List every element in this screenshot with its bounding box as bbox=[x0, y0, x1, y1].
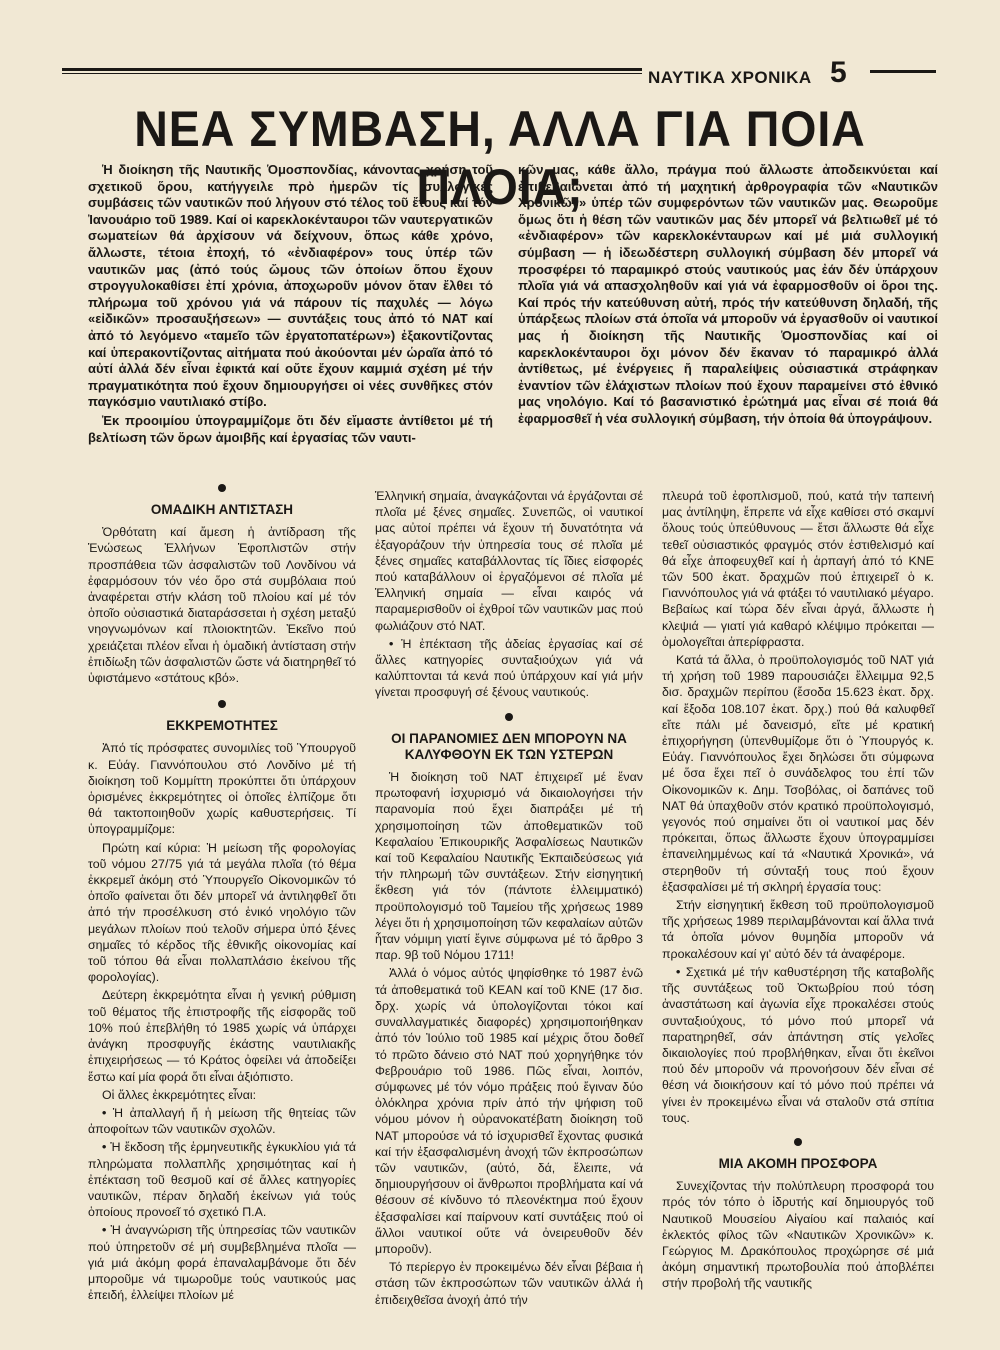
intro-column-right bbox=[518, 162, 938, 430]
paragraph: Δεύτερη ἐκκρεμότητα εἶναι ἡ γενική ρύθμιση τοῦ θέματος τῆς ἐπιστροφῆς τῆς εἰσφορᾶς τοῦ 10% πού ἐπεβλήθη τό 1985 χωρίς νά ὑπάρχει ἀνάγκη προσφυγῆς ἑκάστης ναυτιλιακῆς ἐπιχειρήσεως — τό Κράτος ὀφείλει νά ἀποδείξει ἔστω καί μία φορά ὅτι εἶναι ἀξιόπιστο. bbox=[88, 988, 356, 1084]
section-bullet bbox=[505, 713, 513, 721]
paragraph: Ἀλλά ὁ νόμος αὐτός ψηφίσθηκε τό 1987 ἐνῶ τά ἀποθεματικά τοῦ ΚΕΑΝ καί τοῦ ΚΝΕ (17 δισ. δρχ. χωρίς νά ὑπολογίζονται τόκοι καί συναλλαγματικές διαφορές) χρησιμοποιήθηκαν ἀπό τόν Ἰούλιο τοῦ 1985 καί μέχρις ὅτου δοθεῖ τό πρῶτο δάνειο στό ΝΑΤ πού χορηγήθηκε τόν Φεβρουάριο τοῦ 1986. Πῶς εἶναι, λοιπόν, σύμφωνες μέ τόν νόμο πράξεις πού ἔγιναν δύο ὁλόκληρα χρόνια πρίν ἀπό τήν ψήφιση τοῦ νόμου μόνον ἡ οὐρανοκατέβατη διοίκηση τοῦ ΝΑΤ μπορούσε νά τό ἰσχυρισθεῖ ἔχοντας φυσικά καί τήν ἐξασφαλισμένη ἀνοχή τῶν ἐκπροσώπων τῶν ναυτικῶν, (αὐτό, δά, ἔλειπε, νά δημιουργήσουν οἱ ἄνθρωποι προβλήματα καί νά θέσουν σέ κίνδυνο τό πλεονέκτημα πού ἔχουν ἐξασφαλίσει καί παίρνουν κατί συντάξεις πού οἱ ἄλλοι ναυτικοί οὔτε νά ὀνειρευθοῦν δέν μποροῦν). bbox=[375, 966, 643, 1256]
bullet-item: • Ἡ ἀναγνώριση τῆς ὑπηρεσίας τῶν ναυτικῶν πού ὑπηρετοῦν σέ μή συμβεβλημένα πλοῖα — γιά μιά ἀκόμη φορά ἐπαναλαμβάνομε ὅτι δέν μποροῦμε νά τιμωροῦμε τούς ναυτικούς μας ἐπειδή, ἐλλείψει πλοίων μέ bbox=[88, 1222, 356, 1303]
paragraph: Οἱ ἄλλες ἐκκρεμότητες εἶναι: bbox=[102, 1087, 257, 1102]
bullet-item: • Σχετικά μέ τήν καθυστέρηση τῆς καταβολῆς τῆς συντάξεως τοῦ Ὀκτωβρίου πού τόση ἀναστάτωση καί ἀγωνία εἶχε προκαλέσει στούς συνταξιούχους, τό μόνο πού μπορεῖ νά παρατηρηθεῖ, σάν ἀπάντηση στίς γελοῖες δικαιολογίες πού προβλήθηκαν, εἶναι ὅτι ἐκεῖνοι πού δέν μποροῦν νά προνοήσουν δέν εἶναι σέ θέση νά διοικήσουν καί τό μόνο πού πρέπει νά γίνει ἐν προκειμένω εἶναι νά σταλοῦν στά σπίτια τους. bbox=[662, 964, 934, 1126]
paragraph: Κατά τά ἄλλα, ὁ προϋπολογισμός τοῦ ΝΑΤ γιά τή χρήση τοῦ 1989 παρουσιάζει ἔλλειμμα 92,5 δισ. δραχμῶν περίπου (ἔσοδα 15.623 ἑκατ. δρχ. καί ἔξοδα 108.107 ἑκατ. δρχ.) πού θά καλυφθεῖ εἴτε πάλι μέ δανεισμό, εἴτε μέ κρατική ἐπιχορήγηση (ὑπενθυμίζομε ὅτι ὁ Ὑπουργός κ. Εὐάγ. Γιαννόπουλος ἔχει δηλώσει ὅτι σύμφωνα μέ ὅσα ἔχει πεῖ ὁ συνάδελφος του ἐπί τῶν Οἰκονομικῶν κ. Δημ. Τσοβόλας, οἱ δαπάνες τοῦ ΝΑΤ θά ὑπαχθοῦν στόν κρατικό προϋπολογισμό, γεγονός πού σημαίνει ὅτι οἱ ναυτικοί μας δέν πρόκειται, ὅπως ἄλλωστε ἔχουν ὑπογραμμίσει ἐπανειλημμένως καί τά «Ναυτικά Χρονικά», νά στερηθοῦν τή σύνταξή τους πού ἔχουν ἐξασφαλίσει μέ τή σκληρή ἐργασία τους: bbox=[662, 653, 934, 894]
paragraph: Τό περίεργο ἐν προκειμένω δέν εἶναι βέβαια ἡ στάση τῶν ἐκπροσώπων τῶν ναυτικῶν ἀλλά ἡ ἐπιδειχθεῖσα ἀνοχή ἀπό τήν bbox=[375, 1260, 643, 1307]
section-bullet bbox=[218, 484, 226, 492]
section-heading: ΕΚΚΡΕΜΟΤΗΤΕΣ bbox=[166, 718, 278, 734]
paragraph: Ἡ διοίκηση τοῦ ΝΑΤ ἐπιχειρεῖ μέ ἕναν πρωτοφανή ἰσχυρισμό νά δικαιολογήσει τήν παρανομία πού ἔχει διαπράξει μέ τή χρησιμοποίηση τῶν ἀποθεματικῶν τοῦ Κεφαλαίου Ἐπικουρικῆς Ἀσφαλίσεως Ναυτικῶν καί τοῦ Κεφαλαίου Ναυτικῆς Ἐκπαιδεύσεως γιά τήν πληρωμή τῶν συντάξεων. Στήν εἰσηγητική ἔκθεση γιά τόν (πάντοτε ἐλλειμματικό) προϋπολογισμό τοῦ Ταμείου τῆς χρήσεως 1989 λέγει ὅτι ἡ χρησιμοποίηση τῶν κεφαλαίων αὐτῶν ἦταν νόμιμη γιατί ἔγινε σύμφωνα μέ τό ἄρθρο 3 παρ. 9β τοῦ Νόμου 1711! bbox=[375, 770, 643, 963]
paragraph: Στήν εἰσηγητική ἔκθεση τοῦ προϋπολογισμοῦ τῆς χρήσεως 1989 περιλαμβάνονται καί ἄλλα τινά τά ὁποῖα μόνον θυμηδία μποροῦν νά προκαλέσουν καί γι' αὐτό δέν τά ἀναφέρομε. bbox=[662, 898, 934, 961]
section-bullet bbox=[218, 700, 226, 708]
intro-paragraph: Ἐκ προοιμίου ὑπογραμμίζομε ὅτι δέν εἴμαστε ἀντίθετοι μέ τή βελτίωση τῶν ὅρων ἀμοιβῆς καί ἐργασίας τῶν ναυτι- bbox=[88, 412, 493, 445]
intro-paragraph: Ἡ διοίκηση τῆς Ναυτικῆς Ὁμοσπονδίας, κάνοντας χρήση τοῦ σχετικοῦ ὅρου, κατήγγειλε πρὸ ἡμερῶν τίς συλλογικές συμβάσεις τῶν ναυτικῶν πού λήγουν στό τέλος τοῦ ἔτους καί τόν Ἰανουάριο τοῦ 1989. Καί οἱ καρεκλοκένταυροι τῶν ναυτεργατικῶν σωματείων θά ἀρχίσουν νά δείχνουν, ὅπως κάθε χρόνο, ἄλλωστε, τέτοια ἐποχή, τό «ἐνδιαφέρον» τους ὑπέρ τῶν ναυτικῶν μας (ἀπό τούς ὤμους τῶν ὁποίων ὅπου ἔχουν στρογγυλοκαθίσει ἐπί χρόνια, ἀποχωροῦν μόνον ὅταν ἔλθει τό πλήρωμα τοῦ χρόνου γιά νά πάρουν τίς παχυλές — λόγω «εἰδικῶν» προσαυξήσεων» — συντάξεις τους ἀπό τό ΝΑΤ καί ἀπό τό λεγόμενο «ταμεῖο τῶν ἐργατοπατέρων») ἐξακοντίζοντας καί ὑπερακοντίζοντας αἰτήματα πού ἀκούονται μέν ὡραῖα ἀπό τό αὐτί ἀλλά δέν εἶναι ἐφικτά καί οὔτε ἔχουν καμμιά σχέση μέ τήν πραγματικότητα πού ἔχουν δημιουργήσει οἱ νέες συνθῆκες στόν παγκόσμιο ναυτιλιακό στίβο. bbox=[88, 162, 493, 410]
paragraph: Ἀπό τίς πρόσφατες συνομιλίες τοῦ Ὑπουργοῦ κ. Εὐάγ. Γιαννόπουλου στό Λονδίνο μέ τή διοίκηση τοῦ Κομμίττη προκύπτει ὅτι ὑπάρχουν ὁρισμένες ἐκκρεμότητες οἱ ὁποῖες ἐλπίζομε ὅτι θά τακτοποιηθοῦν χωρίς καθυστερήσεις. Τί ὑπογραμμίζομε: bbox=[88, 741, 356, 837]
paragraph: Συνεχίζοντας τήν πολύπλευρη προσφορά του πρός τόν τόπο ὁ ἱδρυτής καί δημιουργός τοῦ Ναυτικοῦ Μουσείου Αἰγαίου καί παλαιός καί ἐκλεκτός φίλος τῶν «Ναυτικῶν Χρονικῶν» κ. Γεώργιος Μ. Δρακόπουλος προχώρησε σέ μιά ἀκόμη σημαντική πρωτοβουλία πού ἀποβλέπει στήν προβολή τῆς ναυτικῆς bbox=[662, 1179, 934, 1291]
paragraph: Ἑλληνική σημαία, ἀναγκάζονται νά ἐργάζονται σέ πλοῖα μέ ξένες σημαῖες. Συνεπῶς, οἱ ναυτικοί μας αὐτοί πρέπει νά ἔχουν τή δυνατότητα νά ἐξαγοράζουν τήν ὑπηρεσία τους σέ πλοῖα μέ ξένες σημαῖες καταβάλλοντας τίς ἴδιες εἰσφορές πού καταβάλλουν οἱ ἐργαζόμενοι σέ πλοῖα μέ Ἑλληνική σημαία — εἶναι καιρός νά παραμερισθοῦν οἱ ἐχθροί τῶν ναυτικῶν μας πού φωλιάζουν στό ΝΑΤ. bbox=[375, 489, 643, 633]
bullet-item: • Ἡ ἔκδοση τῆς ἑρμηνευτικῆς ἐγκυκλίου γιά τά πληρώματα πολλαπλῆς χρησιμότητας καί ἡ ἐπέκταση τοῦ θεσμοῦ καί σέ ἄλλες κατηγορίες ναυτικῶν, πέραν δηλαδή ἐκείνων γιά τούς ὁποίους προνοεῖ τό σχετικό Π.Α. bbox=[88, 1139, 356, 1220]
section-heading: ΜΙΑ ΑΚΟΜΗ ΠΡΟΣΦΟΡΑ bbox=[718, 1155, 878, 1171]
column-1 bbox=[88, 478, 356, 1305]
bullet-item: • Ἡ ἀπαλλαγή ἤ ἡ μείωση τῆς θητείας τῶν ἀποφοίτων τῶν ναυτικῶν σχολῶν. bbox=[88, 1105, 356, 1137]
column-2 bbox=[375, 488, 643, 1310]
bullet-item: • Ἡ ἐπέκταση τῆς ἀδείας ἐργασίας καί σέ ἄλλες κατηγορίες συνταξιούχων γιά νά καλύπτονται τά κενά πού ὑπάρχουν καί γιά μήν γίνεται προσφυγή σέ ξένους ναυτικούς. bbox=[375, 636, 643, 701]
masthead: ΝΑΥΤΙΚΑ ΧΡΟΝΙΚΑ bbox=[648, 68, 812, 87]
section-heading: ΟΜΑΔΙΚΗ ΑΝΤΙΣΤΑΣΗ bbox=[150, 502, 294, 517]
column-3 bbox=[662, 488, 934, 1294]
intro-column-left bbox=[88, 162, 493, 448]
top-rule-left bbox=[62, 68, 642, 71]
top-rule-right bbox=[870, 70, 936, 73]
paragraph: πλευρά τοῦ ἐφοπλισμοῦ, πού, κατά τήν ταπεινή μας ἀντίληψη, ἔπρεπε νά εἶχε καθίσει στό σκαμνί ὅλους τούς ὑπεύθυνους — ἔτσι ἄλλωστε θά εἶχε τεθεῖ οὐσιαστικός φραγμός στόν ἐστιθελισμό καί θά εἶχε ἀποφευχθεῖ καί ἡ ἁρπαγή ἀπό τό ΚΝΕ τῶν 500 ἑκατ. δραχμῶν πού ἐπιχειρεῖ ὁ κ. Γιαννόπουλος γιά νά φτάξει τό ναυτιλιακό μέγαρο. Βεβαίως καί τώρα δέν εἶναι ἀργά, ἄλλωστε ἡ κλεψιά — γιατί γιά καθαρό κλέψιμο πρόκειται — ὁμολογεῖται ἀπερίφραστα. bbox=[662, 489, 934, 649]
page-number: 5 bbox=[830, 56, 847, 89]
intro-paragraph: κῶν μας, κάθε ἄλλο, πράγμα πού ἄλλωστε ἀποδεικνύεται καί ἐπιβεβαιώνεται ἀπό τή μαχητική ἀρθρογραφία τῶν «Ναυτικῶν Χρονικῶν» ὑπέρ τῶν συμφερόντων τῶν ναυτικῶν μας. Θεωροῦμε ὅμως ὅτι ἡ θέση τῶν ναυτικῶν μας δέν μπορεῖ νά βελτιωθεῖ μέ τό «ἐνδιαφέρον» τῶν καρεκλοκένταυρων καί μέ μιά συλλογική σύμβαση — ἡ ἰδεωδέστερη συλλογική σύμβαση δέν μπορεῖ νά προσφέρει τό παραμικρό στούς ναυτικούς μας ἐάν δέν ὑπάρχουν πλοῖα γιά νά απασχοληθοῦν καί γιά νά ἐφαρμοσθοῦν οἱ ὅροι της. Καί πρός τήν κατεύθυνση αὐτή, πρός τήν κατεύθυνση δηλαδή, τῆς ὑπάρξεως πλοίων στά ὁποῖα νά μποροῦν νά ἐργασθοῦν οἱ ναυτικοί μας ἡ διοίκηση τῆς Ναυτικῆς Ὁμοσπονδίας καί οἱ καρεκλοκένταυροι ὄχι μόνον δέν ἔκαναν τό παραμικρό ἀλλά ἀντίθετως, μέ ἐνέργειες ἤ παραλείψεις οὐσιαστικά στράφηκαν ἐναντίον τῶν ἐλάχιστων πλοίων πού ἔχουν παραμείνει στό ἐθνικό μας νηολόγιο. Καί τό βασανιστικό ἐρώτημά μας εἶναι σέ ποιά θά ἐφαρμοσθεῖ ἡ νέα συλλογική σύμβαση, τήν ὁποία θά ὑπογράψουν. bbox=[518, 162, 938, 426]
section-heading: ΟΙ ΠΑΡΑΝΟΜΙΕΣ ΔΕΝ ΜΠΟΡΟΥΝ ΝΑ ΚΑΛΥΦΘΟΥΝ ΕΚ ΤΩΝ ΥΣΤΕΡΩΝ bbox=[391, 730, 627, 762]
headline: ΝΕΑ ΣΥΜΒΑΣΗ, ΑΛΛΑ ΓΙΑ ΠΟΙΑ ΠΛΟΙΑ; bbox=[134, 101, 866, 215]
paragraph: Ὀρθότατη καί ἄμεση ἡ ἀντίδραση τῆς Ἑνώσεως Ἑλλήνων Ἐφοπλιστῶν στήν προσπάθεια τῶν ἀσφαλιστῶν τοῦ Λονδίνου νά ἐφαρμόσουν τόν νέο ὅρο στά συμβόλαια πού ἀναφέρεται στήν κλάση τοῦ πλοίου καί μέ τόν ὁποῖο οὐσιαστικά διαταράσσεται ἡ σχέση μεταξύ νηογνωμόνων καί πλοιοκτητῶν. Ἐκεῖνο πού χρειάζεται πλέον εἶναι ἡ ὁμαδική ἀντίσταση στήν ἐπιδίωξη τῶν ἀσφαλιστῶν ὥστε νά διατηρηθεῖ τό ὑφιστάμενο «στάτους κβό». bbox=[88, 525, 356, 686]
top-rule-lower bbox=[62, 73, 642, 74]
paragraph: Πρώτη καί κύρια: Ἡ μείωση τῆς φορολογίας τοῦ νόμου 27/75 γιά τά μεγάλα πλοῖα (τό θέμα ἐκκρεμεῖ ἀκόμη στό Ὑπουργεῖο Οἰκονομικῶν τό ὁποῖο φαίνεται ὅτι δέν μπορεῖ νά ἀντιληφθεῖ ὅτι ἀπό τήν προσέλκυση στό ἑνικό νηολόγιο τῶν μεγάλων πλοίων πού τελοῦν σήμερα ὑπό ξένες σημαῖες τό κέρδος τῆς ἐθνικῆς οἰκονομίας καί τοῦ τόπου θά εἶναι πολλαπλάσιο ἐκείνου τῆς φορολογίας). bbox=[88, 840, 356, 985]
section-bullet bbox=[794, 1138, 802, 1146]
